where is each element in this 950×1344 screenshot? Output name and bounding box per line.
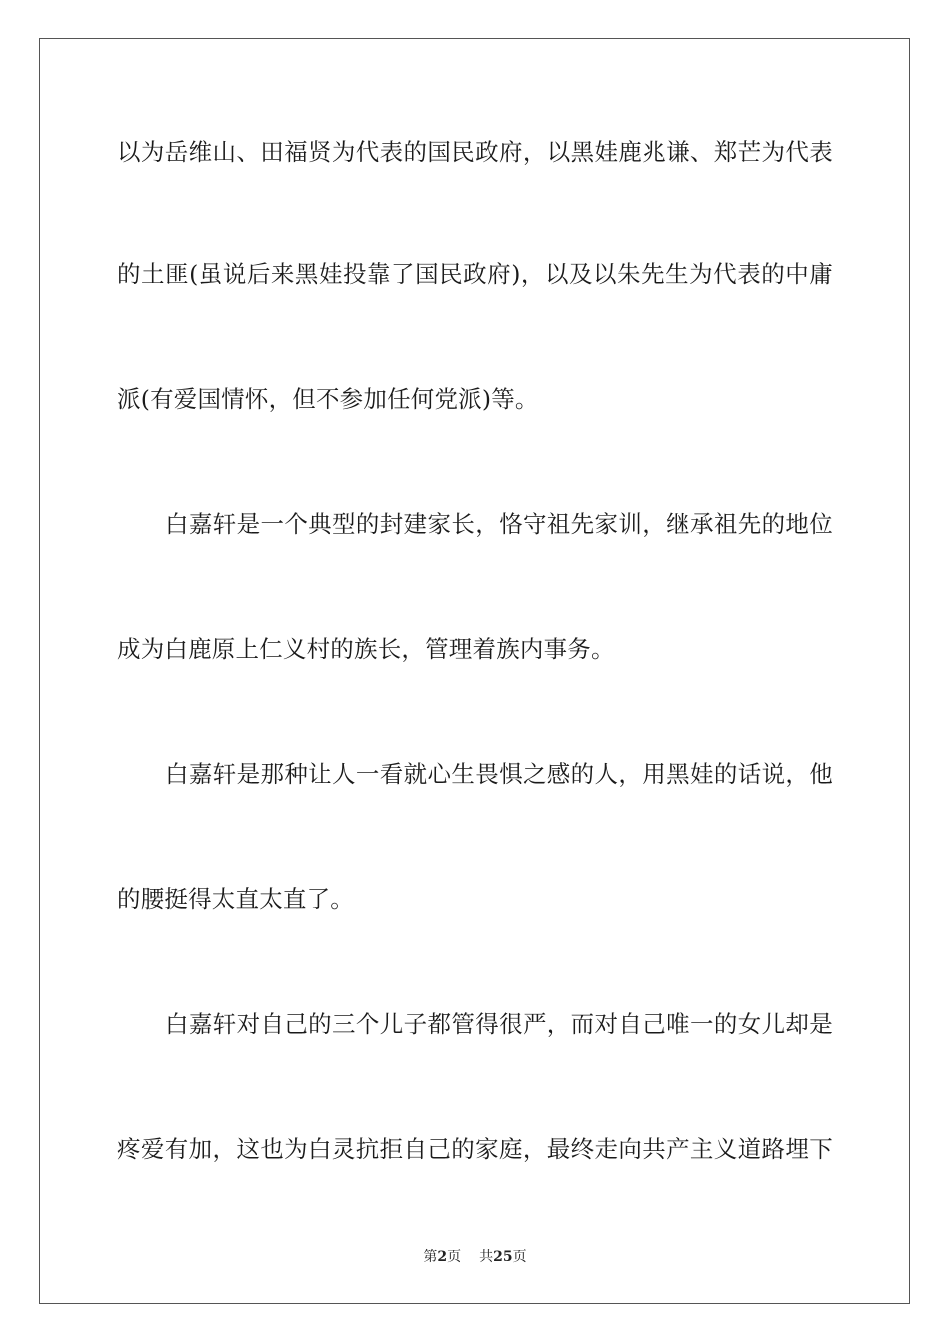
page-number: 2 (437, 1249, 448, 1265)
paragraph-3-line-1: 白嘉轩是那种让人一看就心生畏惧之感的人，用黑娃的话说，他 (165, 760, 833, 788)
total-suffix: 页 (512, 1249, 527, 1265)
page-prefix: 第 (423, 1249, 438, 1265)
text-line-3: 派(有爱国情怀，但不参加任何党派)等。 (117, 385, 539, 413)
page-suffix: 页 (447, 1249, 462, 1265)
total-pages: 25 (493, 1249, 513, 1265)
text-line-1: 以为岳维山、田福贤为代表的国民政府，以黑娃鹿兆谦、郑芒为代表 (117, 138, 833, 166)
paragraph-2-line-2: 成为白鹿原上仁义村的族长，管理着族内事务。 (117, 635, 615, 663)
text-line-2: 的土匪(虽说后来黑娃投靠了国民政府)，以及以朱先生为代表的中庸 (117, 260, 833, 288)
paragraph-4-line-2: 疼爱有加，这也为白灵抗拒自己的家庭，最终走向共产主义道路埋下 (117, 1135, 833, 1163)
page-footer (0, 1247, 950, 1267)
total-prefix: 共 (479, 1249, 494, 1265)
paragraph-4-line-1: 白嘉轩对自己的三个儿子都管得很严，而对自己唯一的女儿却是 (165, 1010, 833, 1038)
paragraph-2-line-1: 白嘉轩是一个典型的封建家长，恪守祖先家训，继承祖先的地位 (165, 510, 833, 538)
paragraph-3-line-2: 的腰挺得太直太直了。 (117, 885, 354, 913)
page-border (39, 38, 910, 1304)
